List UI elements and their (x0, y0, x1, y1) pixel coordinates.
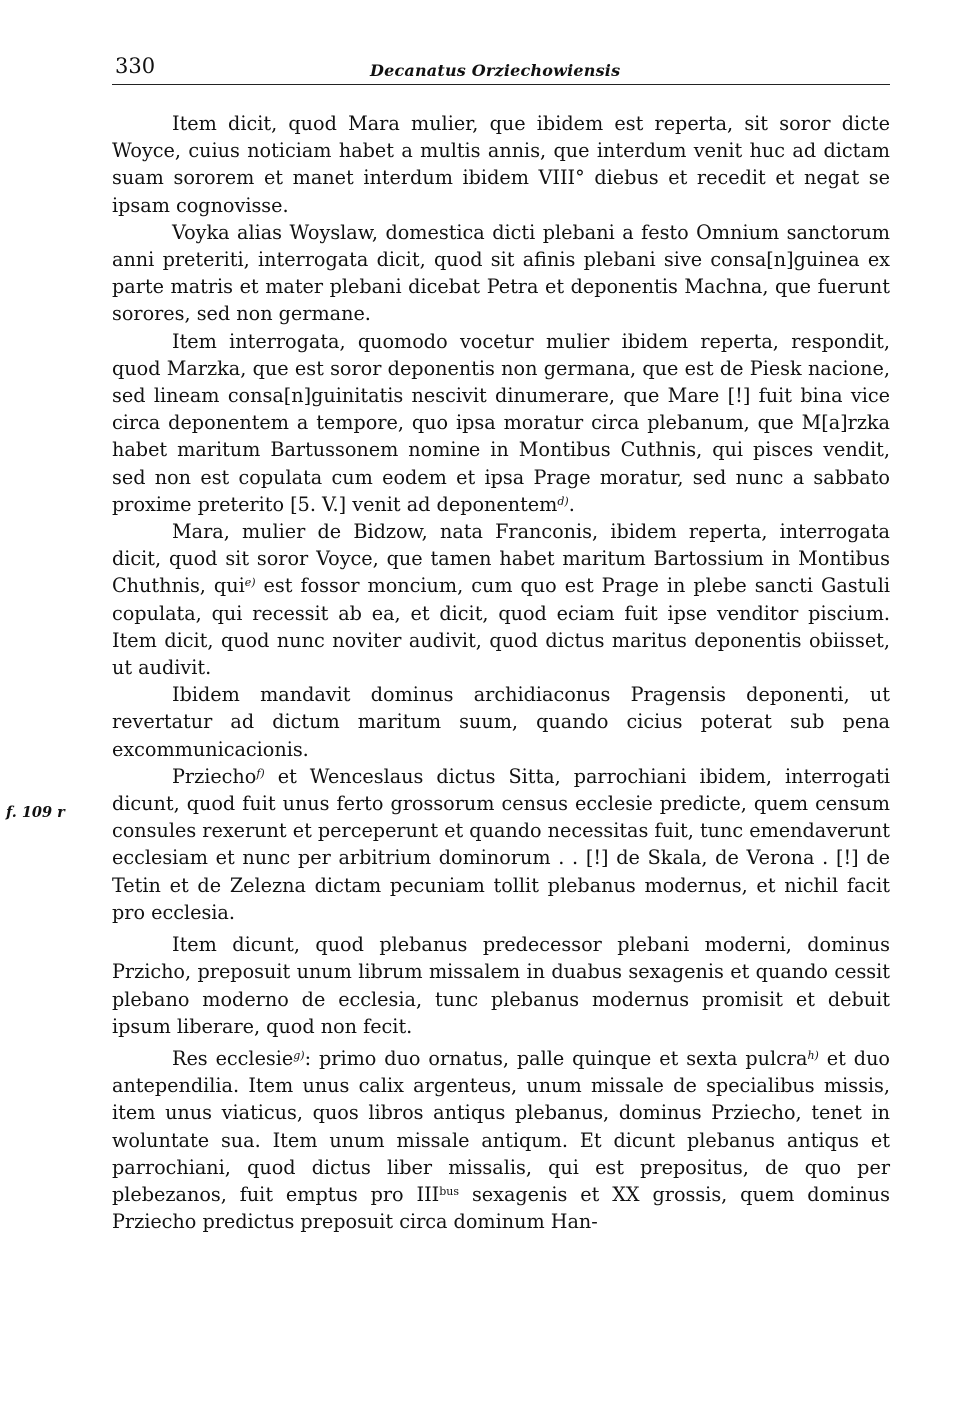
footnote-marker: e) (244, 576, 256, 590)
footnote-marker: h) (807, 1048, 819, 1062)
page-header (112, 52, 890, 85)
footnote-marker: g) (293, 1048, 305, 1062)
page-number: 330 (115, 54, 156, 78)
body-text (112, 110, 890, 1235)
paragraph: Ibidem mandavit dominus archidiaconus Pragensis deponenti, ut revertatur ad dictum maritum suum, quando cicius poterat sub pena excommunicacionis. (112, 683, 890, 761)
paragraph: Voyka alias Woyslaw, domestica dicti plebani a festo Omnium sanctorum anni preteriti, interrogata dicit, quod sit afinis plebani sive consa[n]guinea ex parte matris et mater plebani dicebat Petra et deponentis Machna, que fuerunt sorores, sed non germane. (112, 220, 890, 326)
footnote-marker: f) (256, 766, 265, 780)
running-title: Decanatus Orziechowiensis (370, 61, 621, 80)
paragraph: Item dicit, quod Mara mulier, que ibidem est reperta, sit soror dicte Woyce, cuius noticiam habet a multis annis, que interdum venit huc ad dictam suam sororem et manet interdum ibidem VIII° diebus et recedit et negat se ipsam cognovisse. (112, 112, 890, 217)
paragraph: Item interrogata, quomodo vocetur mulier ibidem reperta, respondit, quod Marzka, que est soror deponentis non germana, que est de Piesk nacione, sed lineam consa[n]guinitatis nescivit dinumerare, que Mare [!] fuit bina vice circa deponentem a tempore, quo ipsa moratur circa plebanum, que M[a]rzka habet maritum Bartussonem nomine in Montibus Cuthnis, qui pisces vendit, sed non est copulata cum eodem et ipsa Prage moratur, sed nunc a sabbato proxime preterito [5. V.] venit ad deponentem$^{d)}$. (112, 329, 890, 516)
paragraph: Mara, mulier de Bidzow, nata Franconis, ibidem reperta, interrogata dicit, quod sit soror Voyce, que tamen habet maritum Bartossium in Montibus Chuthnis, qui$^{e)}$ est fossor moncium, cum quo est Prage in plebe sancti Gastuli copulata, qui recessit ab ea, et dicit, quod eciam fuit ipse venditor piscium. Item dicit, quod nunc noviter audivit, quod dictus maritus deponentis obiisset, ut audivit. (112, 520, 890, 680)
footnote-marker: d) (557, 494, 569, 508)
paragraph: Item dicunt, quod plebanus predecessor plebani moderni, dominus Przicho, preposuit unum librum missalem in duabus sexagenis et quando cessit plebano moderno de ecclesia, tunc plebanus modernus promisit et debuit ipsum liberare, quod non fecit. (112, 933, 890, 1038)
superscript-ordinal: bus (439, 1184, 460, 1198)
paragraph: Res ecclesie$^{g)}$: primo duo ornatus, palle quinque et sexta pulcra$^{h)}$ et duo antependilia. Item unus calix argenteus, unum missale de specialibus missis, item unus viaticus, quos libros antiqus plebanus, dominus Prziecho, tenet in woluntate sua. Item unum missale antiqum. Et dicunt plebanus antiqus et parrochiani, quod dictus liber missalis, qui est prepositus, de quo per plebezanos, fuit emptus pro $III^{bus}$ sexagenis et XX grossis, quem dominus Prziecho predictus preposuit circa dominum Han- (112, 1046, 890, 1234)
margin-folio-note: f. 109 r (6, 804, 65, 821)
paragraph: Prziecho$^{f)}$ et Wenceslaus dictus Sitta, parrochiani ibidem, interrogati dicunt, quod fuit unus ferto grossorum census ecclesie predicte, quem censum consules rexerunt et perceperunt et quando necessitas fuit, tunc emendaverunt ecclesiam et nunc per arbitrium dominorum . . [!] de Skala, de Verona . [!] de Tetin et de Zelezna dictam pecuniam tollit plebanus modernus, et nichil facit pro ecclesia. (112, 764, 890, 924)
